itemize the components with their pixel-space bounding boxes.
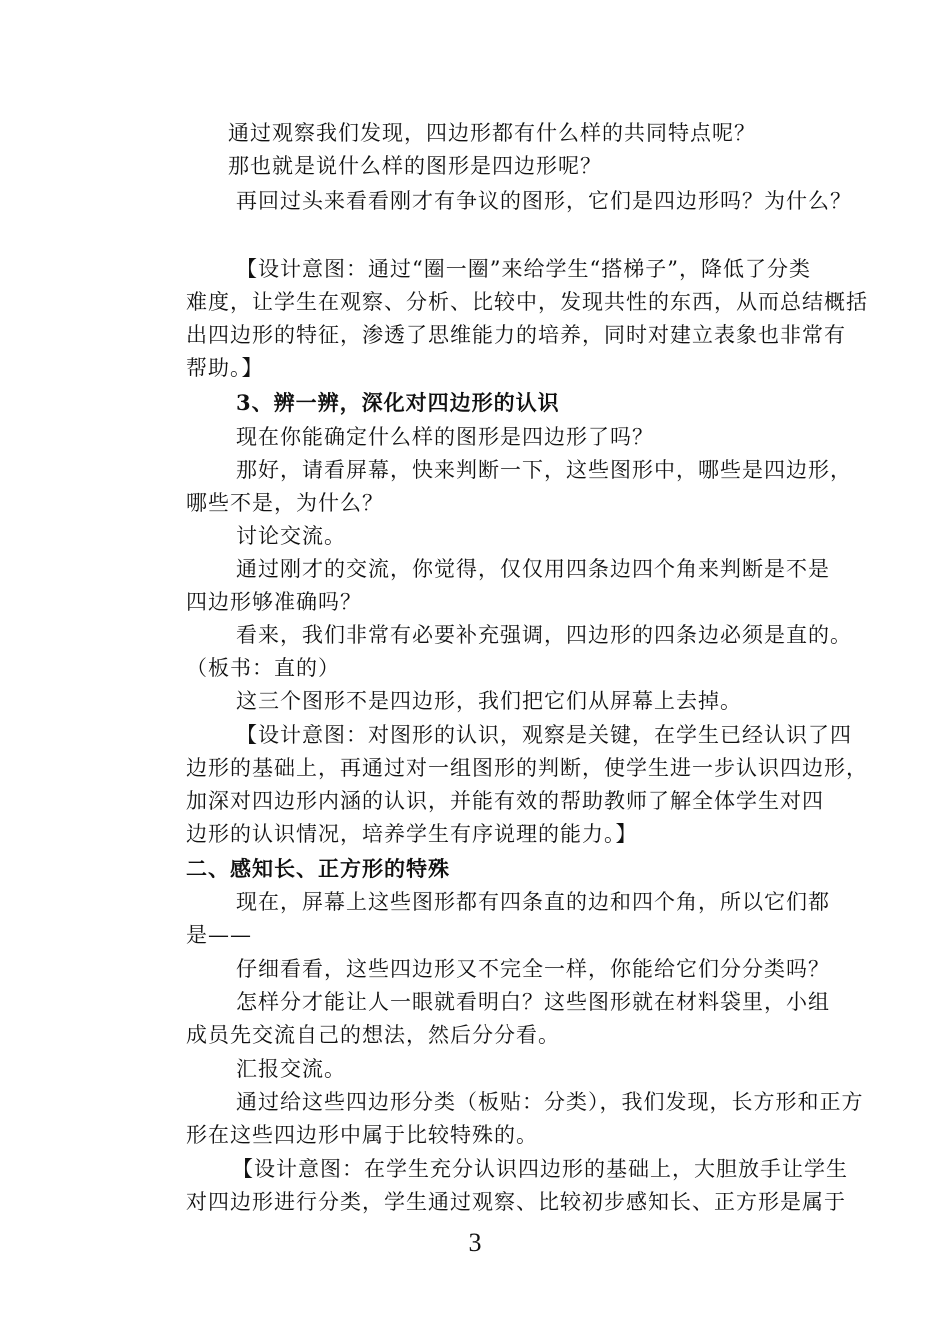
paragraph-line: （板书：直的） bbox=[186, 656, 340, 680]
design-intent-line: 【设计意图：对图形的认识，观察是关键，在学生已经认识了四 bbox=[236, 723, 852, 747]
paragraph-line: 四边形够准确吗？ bbox=[186, 590, 362, 614]
paragraph-line: 是—— bbox=[186, 923, 252, 947]
paragraph-line: 通过观察我们发现，四边形都有什么样的共同特点呢？ bbox=[228, 121, 756, 145]
paragraph-line: 仔细看看，这些四边形又不完全一样，你能给它们分分类吗？ bbox=[236, 957, 830, 981]
design-intent-line: 边形的认识情况，培养学生有序说理的能力。】 bbox=[186, 822, 638, 846]
paragraph-line: 汇报交流。 bbox=[236, 1057, 346, 1081]
paragraph-line: 看来，我们非常有必要补充强调，四边形的四条边必须是直的。 bbox=[236, 623, 852, 647]
section-heading: 3、辨一辨，深化对四边形的认识 bbox=[236, 390, 560, 415]
paragraph-line: 通过刚才的交流，你觉得，仅仅用四条边四个角来判断是不是 bbox=[236, 557, 830, 581]
page-number: 3 bbox=[468, 1228, 482, 1257]
design-intent-line: 【设计意图：在学生充分认识四边形的基础上，大胆放手让学生 bbox=[232, 1157, 848, 1181]
design-intent-line: 难度，让学生在观察、分析、比较中，发现共性的东西，从而总结概括 bbox=[186, 290, 868, 314]
paragraph-line: 成员先交流自己的想法，然后分分看。 bbox=[186, 1023, 560, 1047]
paragraph-line: 通过给这些四边形分类（板贴：分类），我们发现，长方形和正方 bbox=[236, 1090, 864, 1114]
design-intent-line: 加深对四边形内涵的认识，并能有效的帮助教师了解全体学生对四 bbox=[186, 789, 824, 813]
paragraph-line: 再回过头来看看刚才有争议的图形，它们是四边形吗？为什么？ bbox=[236, 189, 852, 213]
paragraph-line: 现在，屏幕上这些图形都有四条直的边和四个角，所以它们都 bbox=[236, 890, 830, 914]
paragraph-line: 形在这些四边形中属于比较特殊的。 bbox=[186, 1123, 538, 1147]
design-intent-line: 帮助。】 bbox=[186, 356, 264, 380]
section-heading: 二、感知长、正方形的特殊 bbox=[186, 856, 450, 881]
paragraph-line: 那也就是说什么样的图形是四边形呢？ bbox=[228, 154, 602, 178]
design-intent-line: 出四边形的特征，渗透了思维能力的培养，同时对建立表象也非常有 bbox=[186, 323, 846, 347]
paragraph-line: 怎样分才能让人一眼就看明白？这些图形就在材料袋里，小组 bbox=[236, 990, 830, 1014]
design-intent-line: 【设计意图：通过“圈一圈”来给学生“搭梯子”，降低了分类 bbox=[236, 257, 811, 281]
paragraph-line: 讨论交流。 bbox=[236, 524, 346, 548]
paragraph-line: 哪些不是，为什么？ bbox=[186, 491, 384, 515]
paragraph-line: 现在你能确定什么样的图形是四边形了吗？ bbox=[236, 425, 654, 449]
design-intent-line: 边形的基础上，再通过对一组图形的判断，使学生进一步认识四边形， bbox=[186, 756, 868, 780]
design-intent-line: 对四边形进行分类，学生通过观察、比较初步感知长、正方形是属于 bbox=[186, 1190, 846, 1214]
paragraph-line: 那好，请看屏幕，快来判断一下，这些图形中，哪些是四边形， bbox=[236, 458, 852, 482]
paragraph-line: 这三个图形不是四边形，我们把它们从屏幕上去掉。 bbox=[236, 689, 742, 713]
